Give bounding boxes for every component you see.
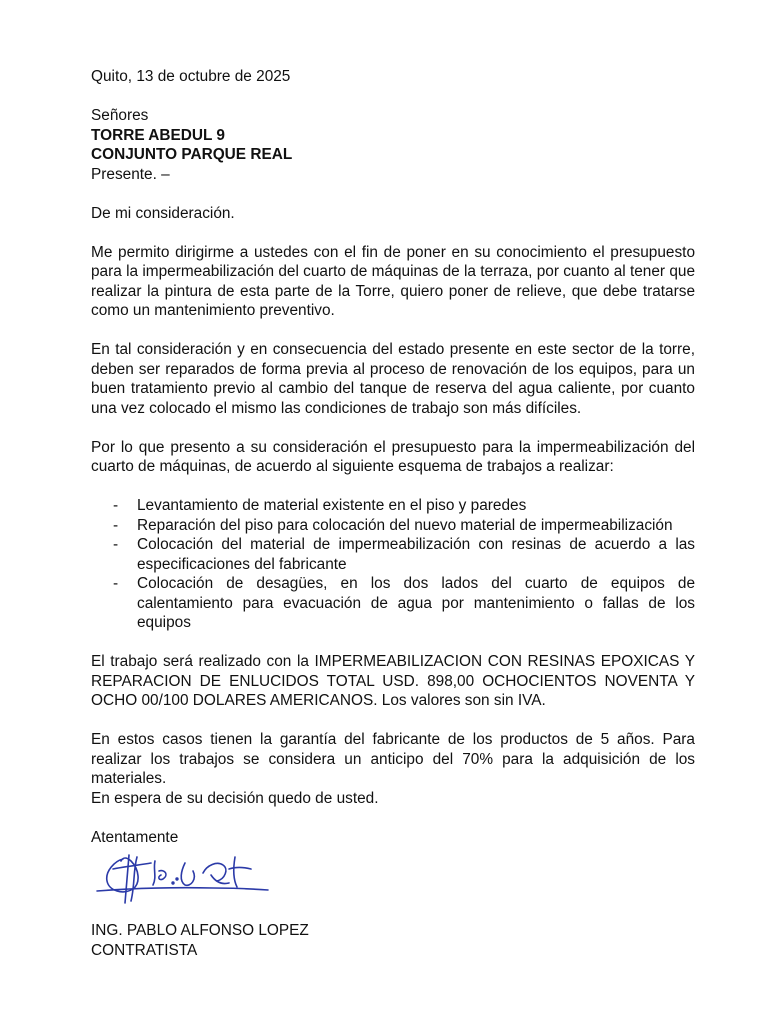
- bullet-dash: -: [113, 516, 119, 534]
- bullet-dash: -: [113, 536, 119, 553]
- list-item: [91, 574, 695, 633]
- paragraph-intro: Me permito dirigirme a ustedes con el fin de poner en su conocimiento el presupuesto para la impermeabilización del cuarto de máquinas de la terraza, por cuanto al tener que realizar la pintura de esta parte de la Torre, quiero poner de relieve, que debe tratarse como un mantenimiento preventivo.: [91, 243, 696, 319]
- bullet-dash: -: [113, 497, 119, 514]
- letter-body: [91, 67, 695, 960]
- work-item-text: Levantamiento de material existente en el piso y paredes: [137, 497, 527, 514]
- recipient-line-2: CONJUNTO PARQUE REAL: [91, 146, 293, 163]
- paragraph-warranty: En estos casos tienen la garantía del fabricante de los productos de 5 años. Para realizar los trabajos se considera un anticipo del 70% para la adquisición de los materiales.: [91, 731, 695, 787]
- signer-name: ING. PABLO ALFONSO LOPEZ: [91, 922, 309, 939]
- work-item-text: Colocación de desagües, en los dos lados del cuarto de equipos de calentamiento para evacuación de agua por mantenimiento o fallas de los equipos: [137, 575, 695, 631]
- bullet-dash: -: [113, 575, 119, 592]
- signature-icon: [93, 851, 273, 909]
- paragraph-budget: Por lo que presento a su consideración el presupuesto para la impermeabilización del cuarto de máquinas, de acuerdo al siguiente esquema de trabajos a realizar:: [91, 438, 695, 475]
- paragraph-waiting: En espera de su decisión quedo de usted.: [91, 789, 379, 807]
- paragraph-condition: En tal consideración y en consecuencia del estado presente en este sector de la torre, deben ser reparados de forma previa al proceso de renovación de los equipos, para un buen tratamiento previo al cambio del tanque de reserva del agua caliente, por cuanto una vez colocado el mismo las condiciones de trabajo son más difíciles.: [91, 341, 695, 417]
- work-item-text: Colocación del material de impermeabilización con resinas de acuerdo a las especificaciones del fabricante: [137, 536, 695, 573]
- handwritten-signature: [91, 851, 271, 909]
- closing: Atentamente: [91, 828, 179, 846]
- list-item: [91, 496, 695, 516]
- list-item: [91, 516, 695, 536]
- greeting: De mi consideración.: [91, 204, 235, 222]
- signer-title: CONTRATISTA: [91, 941, 198, 959]
- recipient-line-1: TORRE ABEDUL 9: [91, 126, 225, 144]
- work-item-text: Reparación del piso para colocación del nuevo material de impermeabilización: [137, 516, 673, 534]
- presente-line: Presente. –: [91, 165, 170, 183]
- list-item: [91, 535, 695, 574]
- paragraph-price: El trabajo será realizado con la IMPERMEABILIZACION CON RESINAS EPOXICAS Y REPARACION DE ENLUCIDOS TOTAL USD. 898,00 OCHOCIENTOS NOVENTA Y OCHO 00/100 DOLARES AMERICANOS. Los valores son sin IVA.: [91, 653, 695, 709]
- salutation: Señores: [91, 107, 149, 124]
- place-date: Quito, 13 de octubre de 2025: [91, 68, 291, 85]
- works-list: [91, 496, 695, 633]
